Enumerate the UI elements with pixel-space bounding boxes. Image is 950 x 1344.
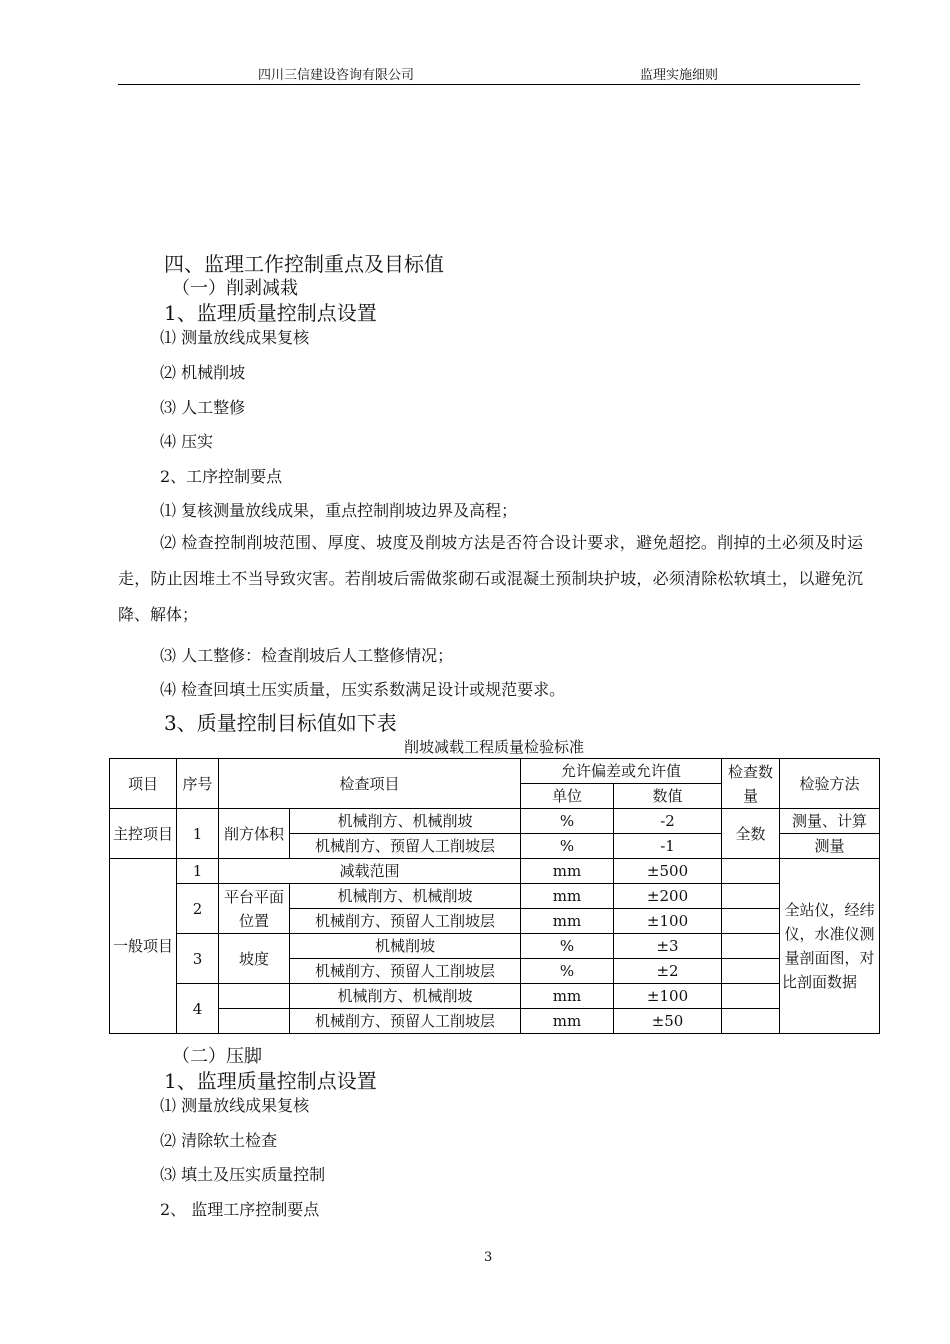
row-qty <box>722 859 780 884</box>
table-row <box>110 884 880 909</box>
main-item-label: 主控项目 <box>110 809 177 859</box>
row-unit: % <box>521 834 614 859</box>
row-seq: 4 <box>177 984 219 1034</box>
part1-paragraph: ⑷ 检查回填土压实质量，压实系数满足设计或规范要求。 <box>160 680 566 699</box>
part1-subheading-2: 2、工序控制要点 <box>160 467 283 486</box>
table-caption: 削坡减载工程质量检验标准 <box>403 738 584 756</box>
row-qty <box>722 909 780 934</box>
row-unit: mm <box>521 909 614 934</box>
col-header-unit: 单位 <box>521 784 614 809</box>
row-unit: mm <box>521 884 614 909</box>
section-title: 四、监理工作控制重点及目标值 <box>164 252 444 276</box>
page-number: 3 <box>484 1250 493 1265</box>
part1-point: ⑶ 人工整修 <box>160 398 246 417</box>
table-row <box>110 934 880 959</box>
col-header-tolerance: 允许偏差或允许值 <box>521 759 722 784</box>
row-value: -1 <box>614 834 722 859</box>
col-header-qty: 检查数量 <box>722 759 780 809</box>
header-company: 四川三信建设咨询有限公司 <box>258 68 415 83</box>
row-seq: 3 <box>177 934 219 984</box>
part2-subheading-1: 1、监理质量控制点设置 <box>164 1069 377 1093</box>
row-qty <box>722 984 780 1009</box>
table-row <box>110 859 880 884</box>
row-qty <box>722 1009 780 1034</box>
general-method: 全站仪，经纬仪，水准仪测量剖面图，对比剖面数据 <box>780 859 880 1034</box>
row-group: 削方体积 <box>219 809 290 859</box>
row-value: ±500 <box>614 859 722 884</box>
row-check-item: 机械削方、机械削坡 <box>290 984 521 1009</box>
part2-point: ⑶ 填土及压实质量控制 <box>160 1165 326 1184</box>
part1-point: ⑴ 测量放线成果复核 <box>160 328 310 347</box>
row-check-item: 机械削方、机械削坡 <box>290 809 521 834</box>
col-header-item: 项目 <box>110 759 177 809</box>
part2-point: ⑴ 测量放线成果复核 <box>160 1096 310 1115</box>
row-check-item: 减载范围 <box>219 859 521 884</box>
table-header-row <box>110 759 880 784</box>
row-check-item: 机械削方、预留人工削坡层 <box>290 959 521 984</box>
row-group <box>219 984 290 1009</box>
row-check-item: 机械削方、预留人工削坡层 <box>290 909 521 934</box>
table-row <box>110 809 880 834</box>
row-seq: 2 <box>177 884 219 934</box>
row-group <box>219 1009 290 1034</box>
row-qty <box>722 884 780 909</box>
row-check-item: 机械削方、机械削坡 <box>290 884 521 909</box>
row-value: ±100 <box>614 984 722 1009</box>
part1-point: ⑵ 机械削坡 <box>160 363 246 382</box>
row-method: 测量、计算 <box>780 809 880 834</box>
part1-paragraph: ⑵ 检查控制削坡范围、厚度、坡度及削坡方法是否符合设计要求，避免超挖。削掉的土必须及时运走，防止因堆土不当导致灾害。若削坡后需做浆砌石或混凝土预制块护坡，必须清除松软填土，以避免沉降、解体； <box>118 533 863 624</box>
header-doc-title: 监理实施细则 <box>640 68 719 83</box>
col-header-method: 检验方法 <box>780 759 880 809</box>
part1-paragraph: ⑴ 复核测量放线成果，重点控制削坡边界及高程； <box>160 501 518 520</box>
row-value: ±3 <box>614 934 722 959</box>
quality-standard-table <box>109 758 880 1034</box>
header-rule <box>118 84 860 85</box>
row-unit: % <box>521 809 614 834</box>
part1-paragraph: ⑶ 人工整修：检查削坡后人工整修情况； <box>160 646 454 665</box>
part1-title: （一）削剥减栽 <box>172 278 298 299</box>
row-method: 测量 <box>780 834 880 859</box>
part2-point: ⑵ 清除软土检查 <box>160 1131 278 1150</box>
row-value: -2 <box>614 809 722 834</box>
general-item-label: 一般项目 <box>110 859 177 1034</box>
row-check-item: 机械削方、预留人工削坡层 <box>290 1009 521 1034</box>
col-header-seq: 序号 <box>177 759 219 809</box>
part2-title: （二）压脚 <box>172 1046 262 1067</box>
part1-subheading-3: 3、质量控制目标值如下表 <box>164 711 397 735</box>
row-unit: mm <box>521 1009 614 1034</box>
part1-point: ⑷ 压实 <box>160 432 214 451</box>
row-value: ±200 <box>614 884 722 909</box>
row-unit: mm <box>521 984 614 1009</box>
part2-subheading-2: 2、 监理工序控制要点 <box>160 1200 320 1219</box>
row-unit: % <box>521 934 614 959</box>
row-value: ±100 <box>614 909 722 934</box>
row-seq: 1 <box>177 809 219 859</box>
row-qty <box>722 934 780 959</box>
row-check-item: 机械削坡 <box>290 934 521 959</box>
row-value: ±2 <box>614 959 722 984</box>
row-qty <box>722 959 780 984</box>
part1-subheading-1: 1、监理质量控制点设置 <box>164 301 377 325</box>
col-header-check-item: 检查项目 <box>219 759 521 809</box>
row-unit: mm <box>521 859 614 884</box>
row-qty: 全数 <box>722 809 780 859</box>
row-check-item: 机械削方、预留人工削坡层 <box>290 834 521 859</box>
row-group: 平台平面位置 <box>219 884 290 934</box>
col-header-value: 数值 <box>614 784 722 809</box>
row-value: ±50 <box>614 1009 722 1034</box>
table-row <box>110 984 880 1009</box>
row-group: 坡度 <box>219 934 290 984</box>
row-unit: % <box>521 959 614 984</box>
row-seq: 1 <box>177 859 219 884</box>
table-row <box>110 1009 880 1034</box>
